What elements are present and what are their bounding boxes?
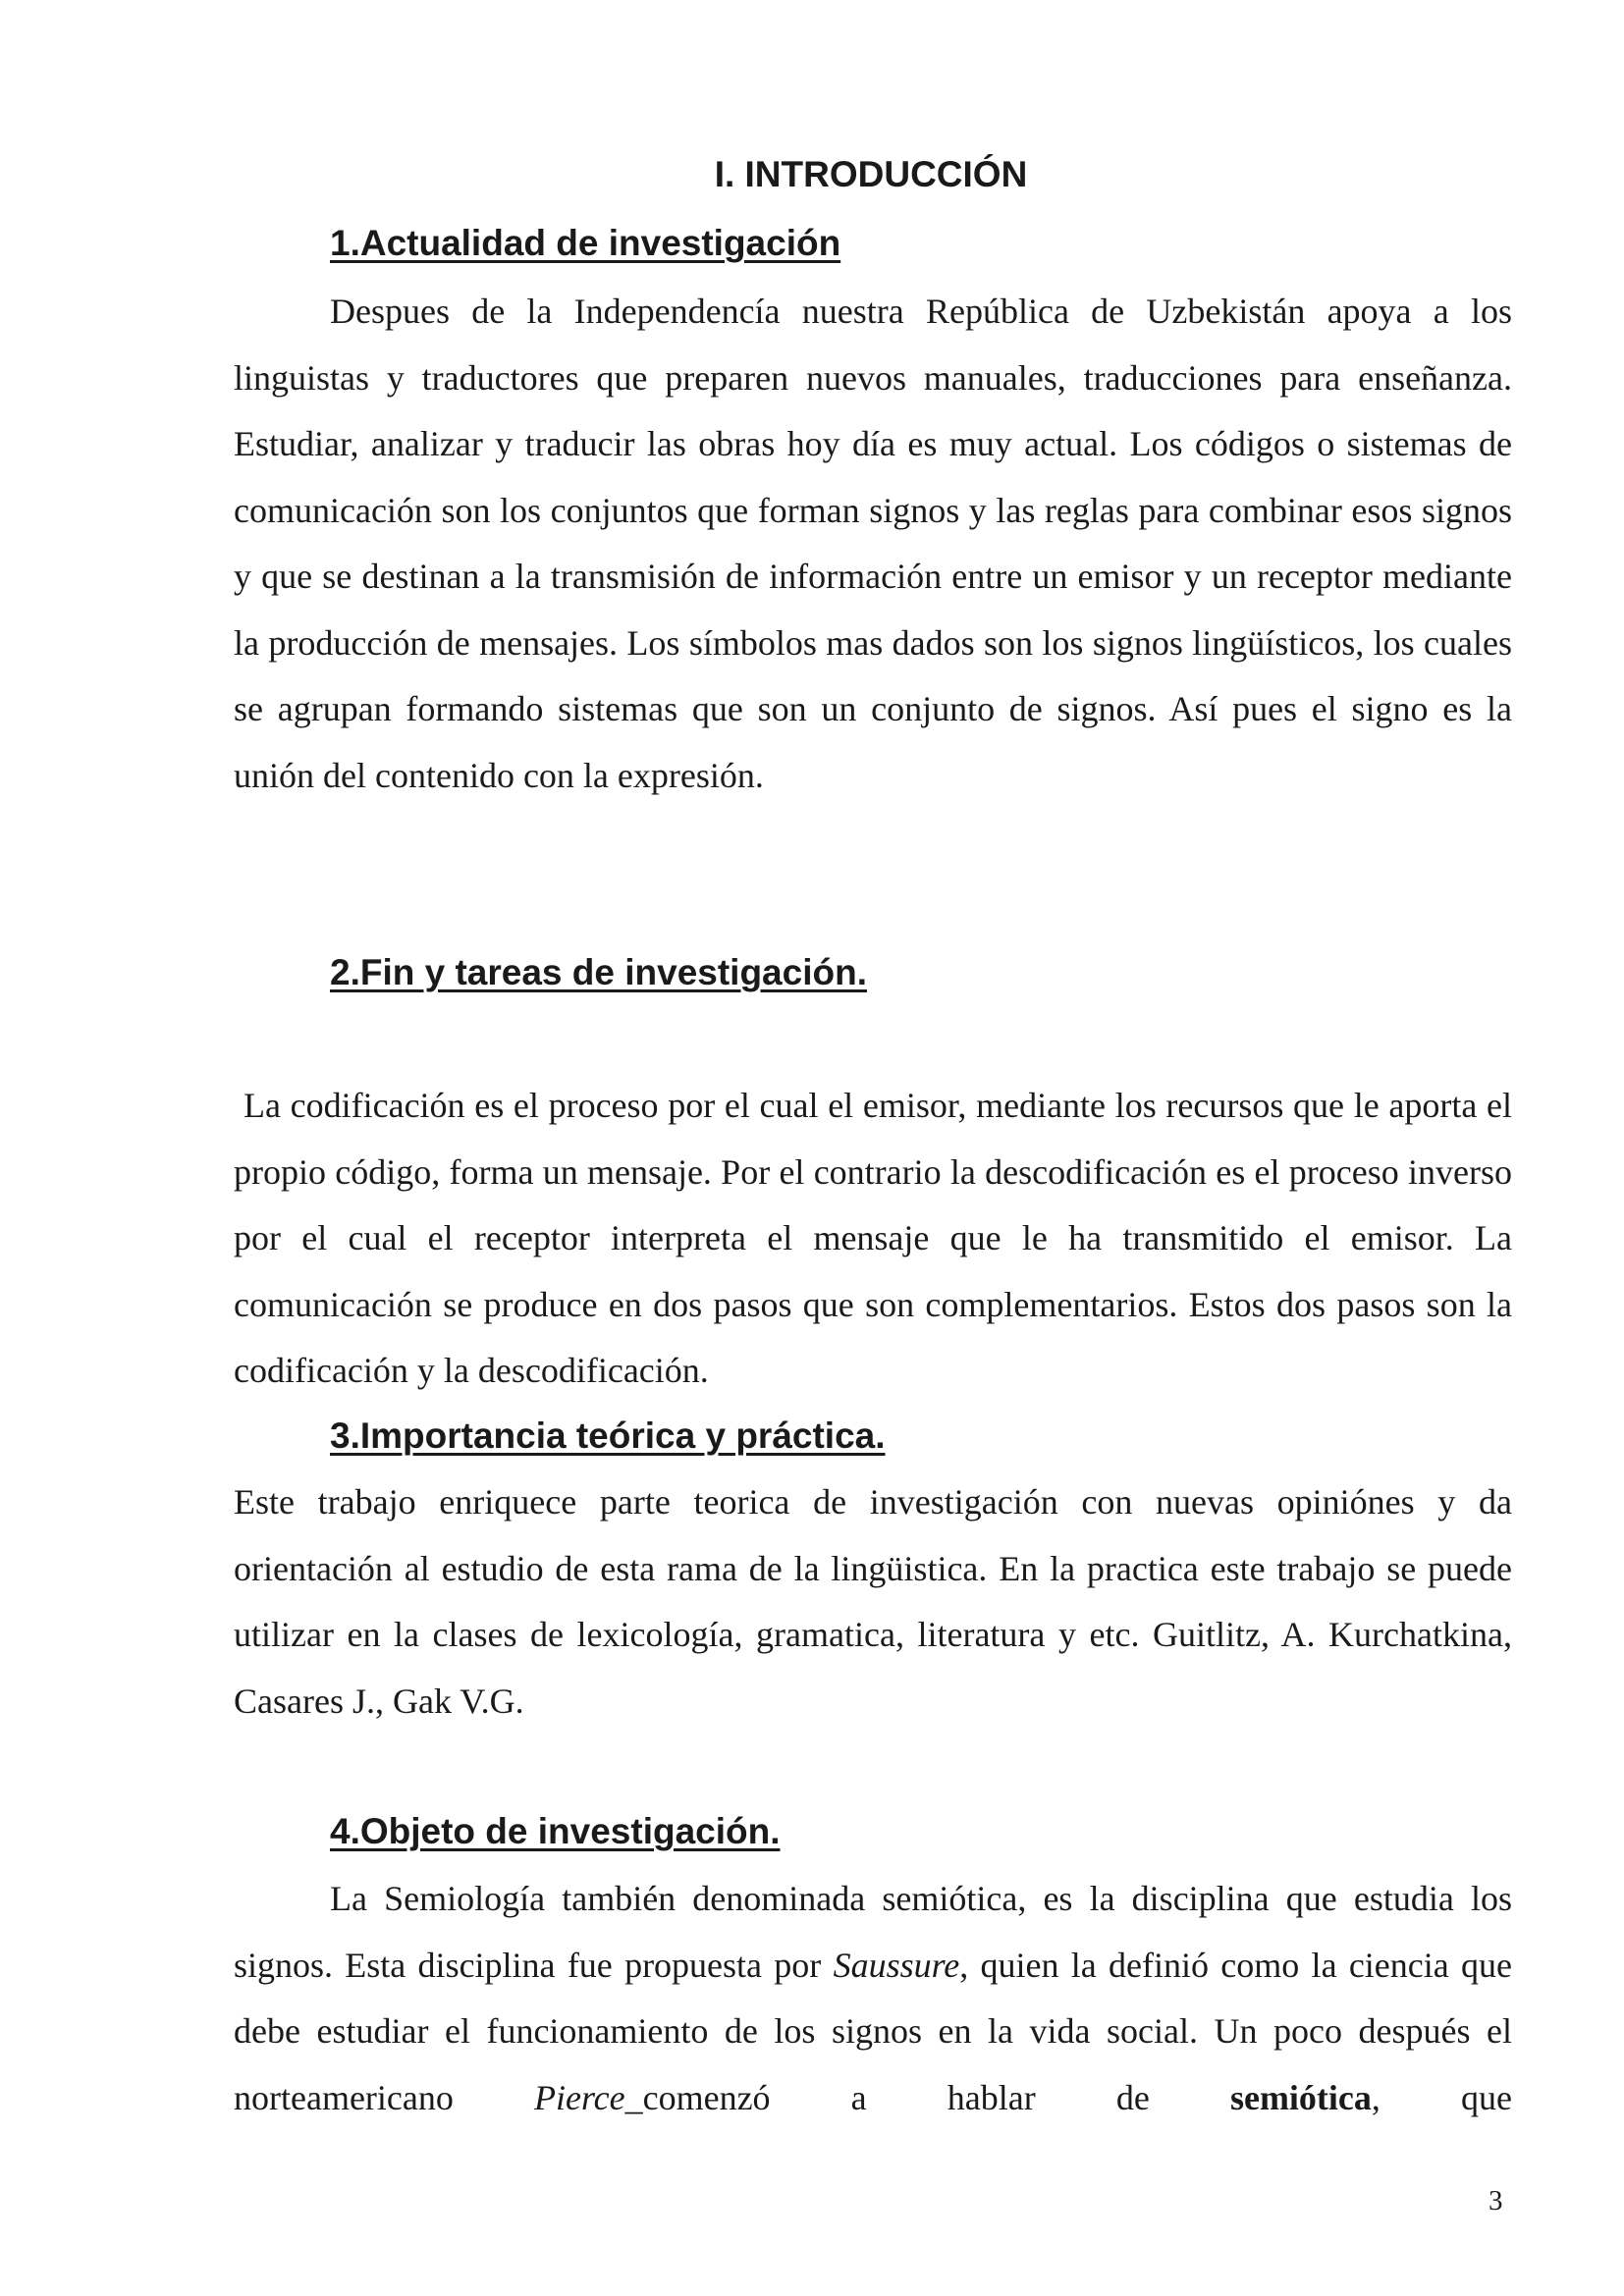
- paragraph-fin-tareas: La codificación es el proceso por el cual el emisor, mediante los recursos que le aporta el propio código, forma un mensaje. Por el contrario la descodificación es el proceso inverso por el cual el receptor interpreta el mensaje que le ha transmitido el emisor. La comunicación se produce en dos pasos que son complementarios. Estos dos pasos son la codificación y la descodificación.: [234, 1086, 1512, 1390]
- section-heading-fin-tareas: 2.Fin y tareas de investigación.: [330, 952, 867, 992]
- paragraph-objeto-text-3: _comenzó a hablar de: [624, 2077, 1230, 2117]
- section-heading-actualidad: 1.Actualidad de investigación: [330, 223, 841, 263]
- section-heading-importancia: 3.Importancia teórica y práctica.: [330, 1415, 886, 1456]
- page-title: I. INTRODUCCIÓN: [714, 154, 1028, 194]
- section-heading-objeto: 4.Objeto de investigación.: [330, 1811, 781, 1851]
- saussure-name: Saussure: [833, 1945, 960, 1985]
- paragraph-objeto-text-4: , que: [1371, 2077, 1513, 2117]
- paragraph-objeto: [234, 1866, 1512, 2131]
- semiotica-term: semiótica: [1229, 2077, 1372, 2117]
- paragraph-objeto-text-1: La Semiología también denominada semiótica, es la disciplina que estudia los signos. Esta disciplina fue propuesta por: [234, 1879, 1512, 1985]
- paragraph-importancia: Este trabajo enriquece parte teorica de investigación con nuevas opiniónes y da orientación al estudio de esta rama de la lingüistica. En la practica este trabajo se puede utilizar en la clases de lexicología, gramatica, literatura y etc. Guitlitz, A. Kurchatkina, Casares J., Gak V.G.: [234, 1482, 1512, 1721]
- page-number: 3: [1489, 2185, 1503, 2216]
- paragraph-objeto-text-2: , quien la definió como la ciencia que debe estudiar el funcionamiento de los signos en la vida social. Un poco después el norteamericano: [234, 1945, 1512, 2117]
- paragraph-actualidad: Despues de la Independencía nuestra República de Uzbekistán apoya a los linguistas y traductores que preparen nuevos manuales, traducciones para enseñanza. Estudiar, analizar y traducir las obras hoy día es muy actual. Los códigos o sistemas de comunicación son los conjuntos que forman signos y las reglas para combinar esos signos y que se destinan a la transmisión de información entre un emisor y un receptor mediante la producción de mensajes. Los símbolos mas dados son los signos lingüísticos, los cuales se agrupan formando sistemas que son un conjunto de signos. Así pues el signo es la unión del contenido con la expresión.: [234, 292, 1512, 795]
- pierce-name: Pierce: [534, 2077, 625, 2117]
